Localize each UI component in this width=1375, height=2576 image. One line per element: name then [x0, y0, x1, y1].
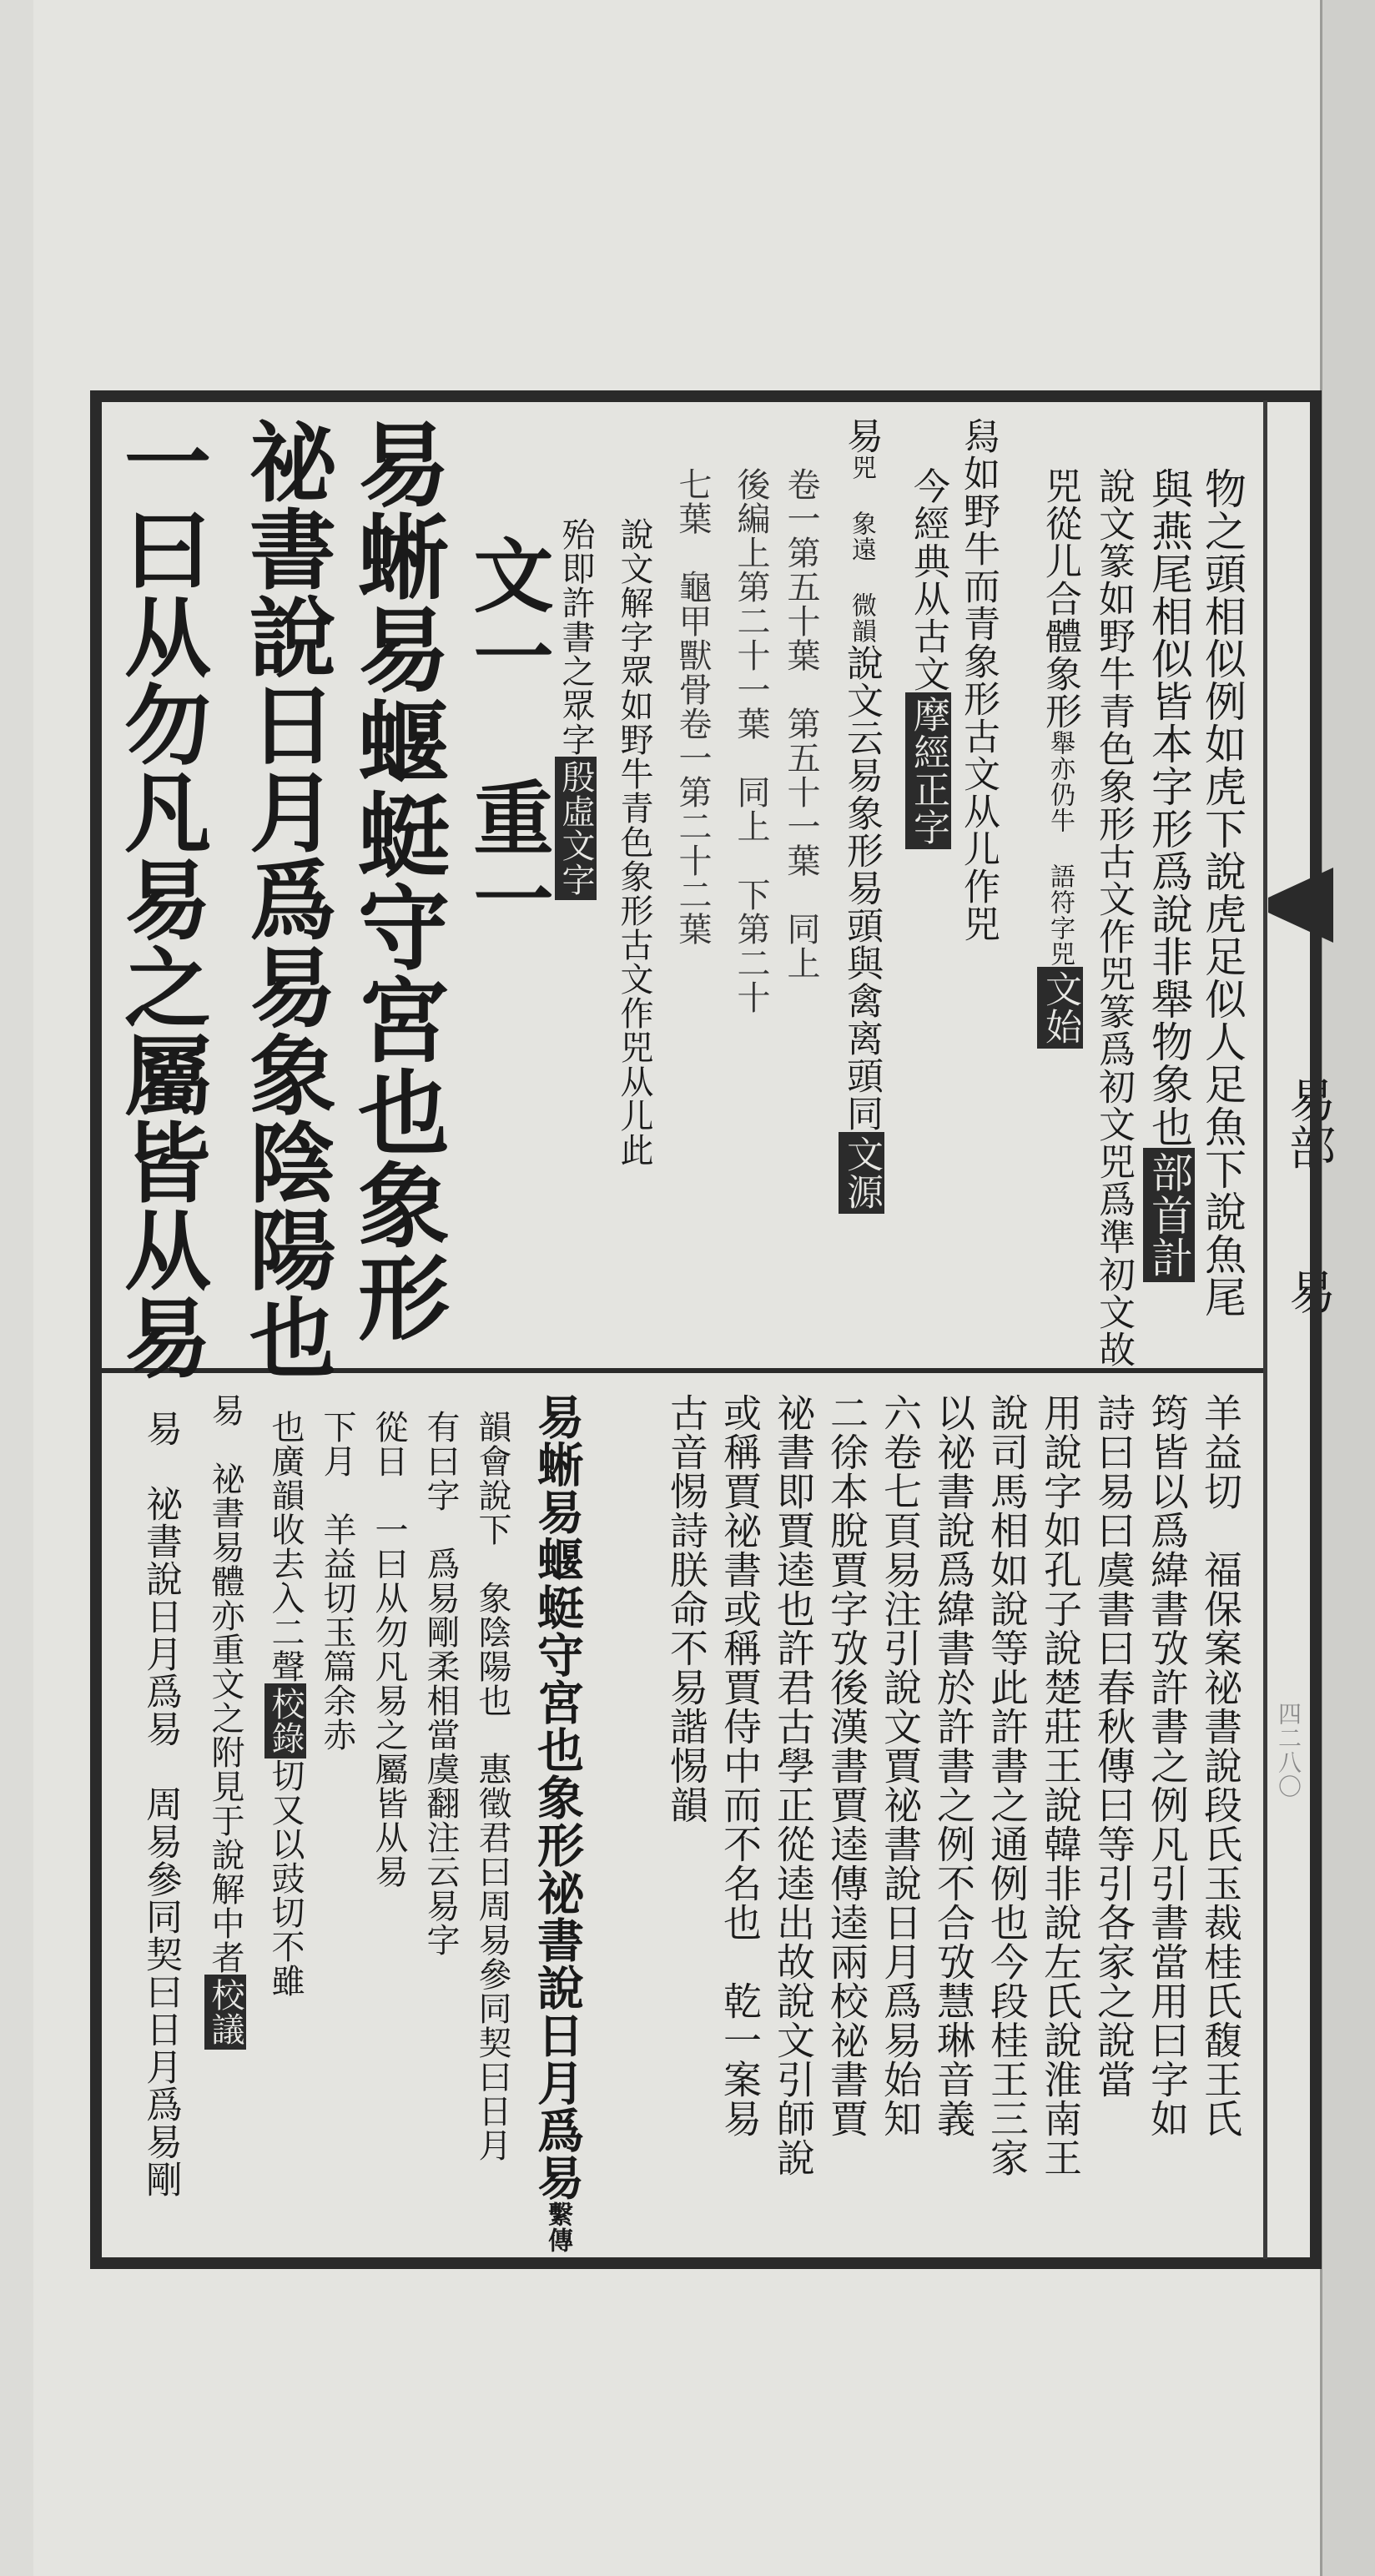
entry-line-1-text: 蜥易蝘蜓守宮也象形祕書說日月爲易	[530, 1441, 585, 2201]
commentary-5: 說司馬相如說等此許書之通例也今段桂王三家	[985, 1393, 1030, 2177]
gloss-4-text: 兕從儿合體象形	[1039, 467, 1081, 730]
entry-line-2: 韻會說下 象陰陽也 惠徵君曰周易參同契曰日月	[473, 1410, 511, 2162]
entry-line-7-text: 易 祕書易體亦重文之附見于說解中者	[206, 1393, 244, 1975]
gloss-7-source: 文源	[839, 1132, 884, 1214]
gloss-4-note: 舉亦仍牛 語符字兕	[1045, 730, 1075, 967]
headword-line-1-text: 蜥易蝘蜓守宮也象形	[343, 510, 451, 1343]
commentary-6: 以祕書說爲緯書於許書之例不合攷慧琳音義	[931, 1393, 976, 2138]
gloss-6-source: 摩經正字	[905, 692, 951, 849]
entry-line-6-source: 校錄	[264, 1683, 306, 1758]
entry-line-5: 下月 羊益切玉篇余赤	[318, 1410, 356, 1752]
commentary-10: 或稱賈祕書或稱賈侍中而不名也 乾一案易	[718, 1393, 763, 2138]
gloss-8: 卷一第五十葉 第五十一葉 同上	[782, 467, 820, 980]
gloss-7-seal: 易	[840, 417, 883, 455]
gloss-12	[557, 517, 595, 900]
gloss-4-source: 文始	[1037, 967, 1083, 1049]
gloss-2-text: 與燕尾相似皆本字形爲說非舉物象也	[1145, 467, 1193, 1148]
entry-seal: 易	[530, 1393, 585, 1441]
headword-line-1	[343, 417, 451, 1343]
gloss-5: 舄如野牛而青象形古文从儿作兕	[957, 417, 1000, 943]
entry-line-6-text: 也廣韻收去入二聲	[266, 1410, 305, 1683]
section-tab-char: 易	[1282, 1268, 1336, 1316]
commentary-8: 二徐本脫賈字攷後漢書賈逵傳逵兩校祕書賈	[824, 1393, 869, 2138]
gloss-10: 七葉 龜甲獸骨卷一第二十二葉	[673, 467, 712, 946]
section-tab-label: 易部	[1282, 1076, 1336, 1171]
headword-count: 文一 重一	[461, 534, 555, 938]
entry-line-8: 易 祕書說日月爲易 周易參同契曰日月爲易剛	[139, 1410, 182, 2198]
entry-line-1-source: 繫傳	[543, 2201, 572, 2253]
gloss-7-note: 兕 象遠 微韻	[847, 455, 876, 644]
gloss-9: 後編上第二十一葉 同上 下第二十	[732, 467, 770, 1014]
gloss-2	[1145, 467, 1193, 1282]
gloss-1: 物之頭相似例如虎下說虎足似人足魚下說魚尾	[1198, 467, 1247, 1318]
entry-line-1	[530, 1393, 585, 2253]
gloss-6-text: 今經典从古文	[907, 467, 949, 692]
commentary-1: 羊益切 福保案祕書說段氏玉裁桂氏馥王氏	[1198, 1393, 1243, 2138]
folio-number: 四二八〇	[1275, 1702, 1302, 1799]
gloss-7	[840, 417, 883, 1214]
headword-line-3: 一曰从勿凡易之屬皆从易	[109, 417, 212, 1381]
entry-line-7-source: 校議	[204, 1975, 246, 2050]
entry-line-4: 從日 一曰从勿凡易之屬皆从易	[370, 1410, 408, 1889]
commentary-3: 詩曰易曰虞書曰春秋傳曰等引各家之說當	[1091, 1393, 1136, 2099]
gloss-6	[907, 467, 949, 849]
commentary-11: 古音惕詩朕命不易諧惕韻	[664, 1393, 709, 1824]
commentary-2: 筠皆以爲緯書攷許書之例凡引書當用曰字如	[1145, 1393, 1190, 2138]
commentary-4: 用說字如孔子說楚莊王說韓非說左氏說淮南王	[1038, 1393, 1083, 2177]
headword-seal: 易	[343, 417, 451, 510]
gloss-11: 說文解字眾如野牛青色象形古文作兕从儿此	[615, 517, 653, 1167]
gloss-2-source: 部首計	[1143, 1148, 1195, 1282]
entry-line-3: 有曰字 爲易剛柔相當虞翻注云易字	[421, 1410, 460, 1957]
entry-line-6	[266, 1410, 305, 1998]
commentary-7: 六卷七頁易注引說文賈祕書說日月爲易始知	[878, 1393, 923, 2138]
gloss-7-text: 說文云易象形易頭與禽离頭同	[840, 644, 883, 1132]
entry-line-7	[206, 1393, 244, 2050]
right-rule	[1263, 400, 1267, 2259]
gloss-4	[1039, 467, 1081, 1049]
commentary-9: 祕書即賈逵也許君古學正從逵出故說文引師說	[771, 1393, 816, 2177]
entry-line-6-cont: 切又以豉切不雖	[266, 1758, 305, 1998]
headword-line-2: 祕書說日月爲易象陰陽也	[234, 417, 337, 1381]
gloss-3: 說文篆如野牛青色象形古文作兕篆爲初文兕爲準初文故	[1092, 467, 1135, 1368]
gloss-12-source: 殷虛文字	[555, 757, 597, 900]
gloss-12-text: 殆即許書之眾字	[557, 517, 595, 757]
